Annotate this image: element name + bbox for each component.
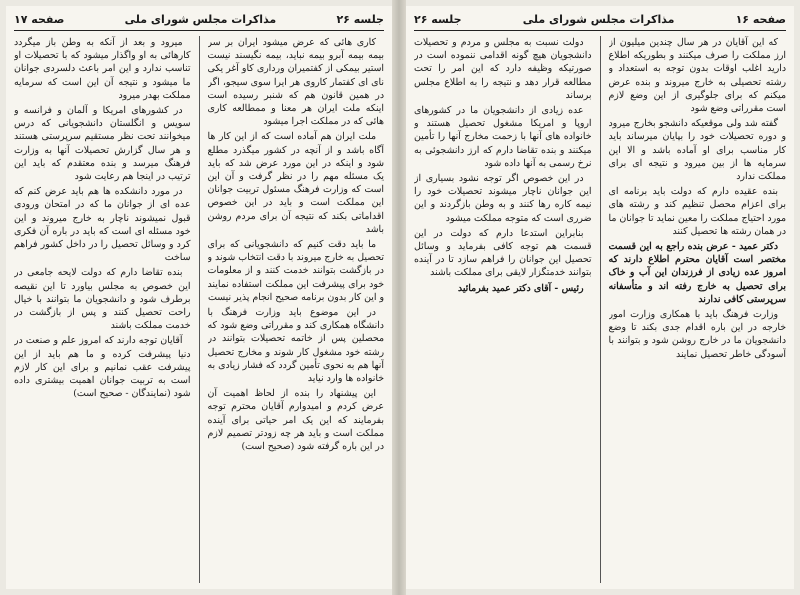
left-session-label: جلسه ۲۶ xyxy=(336,12,384,26)
paragraph: در مورد دانشکده ها هم باید عرض کنم که عده ای از جوانان ما که در امتحان ورودی قبول نمیشوند ناچار به خارج میروند و این خود مسئله ای است که باید در باره آن فکری کرد و وسائل تحصیل را در داخل کشور فراهم ساخت xyxy=(14,186,191,264)
right-page-column-right xyxy=(609,36,787,583)
paragraph: در این خصوص اگر توجه نشود بسیاری از این جوانان ناچار میشوند تحصیلات خود را نیمه کاره رها کنند و به وطن بازگردند و این ضرری است که متوجه مملکت میشود xyxy=(414,173,592,224)
paragraph: کاری هائی که عرض میشود ایران بر سر بیمه بیمه آبرو بیمه نباید، بیمه نگیسند نیست استیر بیمکی از کفتمیران ورداری کاو آغر یکی نای ای کفتمار کاروی هر ایرا سوی سیجو، اگر در همین قانون هم که شنبر رسیده است اینکه ملت ایران هر معنا و ممطالعه کاری هائی که در مملکت اجرا میشود xyxy=(207,37,384,128)
right-journal-title: مذاکرات مجلس شورای ملی xyxy=(522,12,675,26)
left-head-rule xyxy=(14,30,384,31)
paragraph: ملت ایران هم آماده است که از این کار ها آگاه باشد و از آنچه در کشور میگذرد مطلع شود و اینکه در این مورد عرض شد که باید یک مسئله مهم را در نظر گرفت و آن این است که وزارت فرهنگ مسئول تربیت جوانان این مملکت است و باید در این خصوص اقداماتی بکند که نتیجه آن برای مردم روشن باشد xyxy=(207,131,384,235)
paragraph: وزارت فرهنگ باید با همکاری وزارت امور خارجه در این باره اقدام جدی بکند تا وضع دانشجویان ما در خارج روشن شود و بتوانند با آسودگی خاطر تحصیل نمایند xyxy=(608,309,786,360)
column-divider xyxy=(600,36,601,583)
right-page-number: صفحه ۱۶ xyxy=(735,12,786,26)
right-page-column-left xyxy=(414,36,592,583)
right-page xyxy=(406,6,794,589)
left-journal-title: مذاکرات مجلس شورای ملی xyxy=(124,12,277,26)
paragraph: ما باید دقت کنیم که دانشجویانی که برای تحصیل به خارج میروند با دقت انتخاب شوند و در بازگشت بتوانند خدمت کنند و از معلومات خود برای پیشرفت این مملکت استفاده نمایند و این کار بدون برنامه صحیح انجام پذیر نیست xyxy=(207,239,384,303)
left-page-column-right xyxy=(208,36,385,583)
right-head-rule xyxy=(414,30,786,31)
column-divider xyxy=(199,36,200,583)
right-session-label: جلسه ۲۶ xyxy=(414,12,462,26)
left-page-number: صفحه ۱۷ xyxy=(14,12,65,26)
right-running-head xyxy=(414,10,786,28)
book-gutter xyxy=(392,0,406,595)
paragraph: آقایان توجه دارند که امروز علم و صنعت در دنیا پیشرفت کرده و ما هم باید از این پیشرفت عقب نمانیم و برای این کار لازم است به تربیت جوانان اهمیت بیشتری داده شود (نمایندگان - صحیح است) xyxy=(14,335,191,400)
paragraph: میرود و بعد از آنکه به وطن باز میگردد کارهائی به او واگذار میشود که با تحصیلات او تناسب ندارد و این امر باعث دلسردی جوانان ما میشود و نتیجه آن این است که سرمایه مملکت بهدر میرود xyxy=(14,37,191,101)
paragraph: گفته شد ولی موقعیکه دانشجو بخارج میرود و دوره تحصیلات خود را بپایان میرساند باید کار مناسب برای او آماده باشد و الا این سرمایه ها از بین میرود و نتیجه ای برای مملکت ندارد xyxy=(608,118,786,183)
paragraph: بنده تقاضا دارم که دولت لایحه جامعی در این خصوص به مجلس بیاورد تا این نقیصه برطرف شود و دانشجویان ما بتوانند با خیال راحت تحصیل کنند و پس از بازگشت در خدمت مملکت باشند xyxy=(14,267,191,332)
speaker-paragraph: رئیس - آقای دکتر عمید بفرمائید xyxy=(457,282,584,294)
paragraph: بنده عقیده دارم که دولت باید برنامه ای برای اعزام محصل تنظیم کند و رشته های مورد احتیاج مملکت را معین نماید تا جوانان ما در همان رشته ها تحصیل کنند xyxy=(608,186,786,237)
paragraph: در این موضوع باید وزارت فرهنگ با دانشگاه همکاری کند و مقرراتی وضع شود که محصلین پس از خاتمه تحصیلات بتوانند در رشته خود مشغول کار شوند و مخارج تحصیل آنها هم به نحوی تأمین گردد که فشار زیادی به خانواده ها وارد نیاید xyxy=(207,307,384,385)
paragraph: بنابراین استدعا دارم که دولت در این قسمت هم توجه کافی بفرماید و وسائل تحصیل این جوانان را فراهم سازد تا در آینده بتوانند خدمتگزار لایقی برای مملکت باشند xyxy=(414,227,592,279)
left-columns xyxy=(14,36,384,583)
paragraph: در کشورهای امریکا و آلمان و فرانسه و سویس و انگلستان دانشجویانی که درس میخوانند تحت نظر مستقیم سرپرستی هستند و هر سال گزارش تحصیلات آنها به وزارت فرهنگ میرسد و بنده معتقدم که باید این ترتیب در اینجا هم رعایت شود xyxy=(14,105,191,183)
paragraph: که این آقایان در هر سال چندین میلیون از ارز مملکت را صرف میکنند و بطوریکه اطلاع دارید اغلب اوقات بدون توجه به استعداد و رشته تحصیلی به خارج میروند و بنده عرض میکنم که برای جلوگیری از این وضع لازم است مقرراتی وضع شود xyxy=(608,37,786,115)
paragraph: دولت نسبت به مجلس و مردم و تحصیلات دانشجویان هیچ گونه اقدامی ننموده است در صورتیکه وظیفه دارد که این امر را تحت مطالعه قرار دهد و نتیجه را به اطلاع مجلس برساند xyxy=(414,37,592,101)
paragraph: عده زیادی از دانشجویان ما در کشورهای اروپا و امریکا مشغول تحصیل هستند و خانواده های آنها با زحمت مخارج آنها را تأمین میکنند و بنده تقاضا دارم که ارز دانشجوئی به نرخ رسمی به آنها داده شود xyxy=(414,105,592,169)
left-page-column-left xyxy=(14,36,191,583)
left-running-head xyxy=(14,10,384,28)
paragraph: این پیشنهاد را بنده از لحاظ اهمیت آن عرض کردم و امیدوارم آقایان محترم توجه بفرمایند که این یک امر حیاتی برای آینده مملکت است و باید هر چه زودتر تصمیم لازم در این باره گرفته شود (صحیح است) xyxy=(207,388,384,453)
right-columns xyxy=(414,36,786,583)
speaker-paragraph: دکتر عمید - عرض بنده راجع به این قسمت مختصر است آقایان محترم اطلاع دارند که امروز عده زیادی از فرزندان این آب و خاک برای تحصیل به خارج رفته اند و متأسفانه سرپرستی کافی ندارند xyxy=(608,241,786,305)
left-page xyxy=(6,6,392,589)
